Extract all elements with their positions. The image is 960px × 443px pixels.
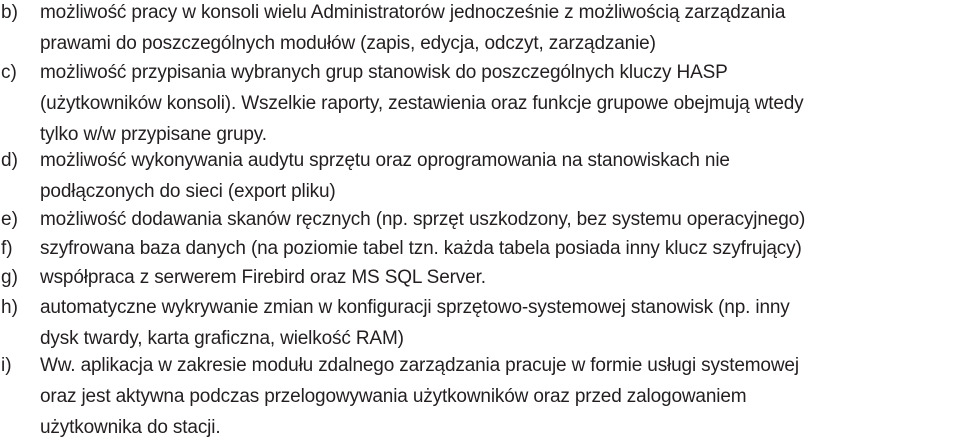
list-item-letter: d) bbox=[1, 150, 18, 171]
list-item-text-line: szyfrowana baza danych (na poziomie tabel tzn. każda tabela posiada inny klucz szyfrujący) bbox=[40, 238, 802, 259]
list-item-text-line: automatyczne wykrywanie zmian w konfiguracji sprzętowo-systemowej stanowisk (np. inny bbox=[40, 297, 790, 318]
list-item-text-line: Ww. aplikacja w zakresie modułu zdalnego zarządzania pracuje w formie usługi systemowej bbox=[40, 355, 799, 376]
list-item-text-line: możliwość wykonywania audytu sprzętu oraz oprogramowania na stanowiskach nie bbox=[40, 150, 730, 171]
list-item-text-line: współpraca z serwerem Firebird oraz MS SQL Server. bbox=[40, 267, 486, 288]
list-item-text-line: możliwość pracy w konsoli wielu Administratorów jednocześnie z możliwością zarządzania bbox=[40, 2, 786, 23]
list-item-text-line: tylko w/w przypisane grupy. bbox=[40, 124, 267, 145]
list-item-letter: g) bbox=[1, 267, 18, 288]
list-item-letter: f) bbox=[1, 238, 13, 259]
list-item-letter: i) bbox=[1, 355, 12, 376]
list-item-text-line: dysk twardy, karta graficzna, wielkość RAM) bbox=[40, 328, 404, 349]
list-item-letter: h) bbox=[1, 297, 18, 318]
list-item-text-line: podłączonych do sieci (export pliku) bbox=[40, 181, 336, 202]
list-item-letter: e) bbox=[1, 209, 18, 230]
list-item-text-line: użytkownika do stacji. bbox=[40, 417, 221, 438]
list-item-text-line: możliwość przypisania wybranych grup stanowisk do poszczególnych kluczy HASP bbox=[40, 62, 728, 83]
list-item-letter: c) bbox=[1, 62, 17, 83]
list-item-letter: b) bbox=[1, 2, 18, 23]
list-item-text-line: (użytkowników konsoli). Wszelkie raporty, zestawienia oraz funkcje grupowe obejmują wtedy bbox=[40, 93, 804, 114]
list-item-text-line: oraz jest aktywna podczas przelogowywania użytkowników oraz przed zalogowaniem bbox=[40, 386, 747, 407]
list-item-text-line: możliwość dodawania skanów ręcznych (np. sprzęt uszkodzony, bez systemu operacyjnego) bbox=[40, 209, 806, 230]
list-item-text-line: prawami do poszczególnych modułów (zapis, edycja, odczyt, zarządzanie) bbox=[40, 33, 656, 54]
